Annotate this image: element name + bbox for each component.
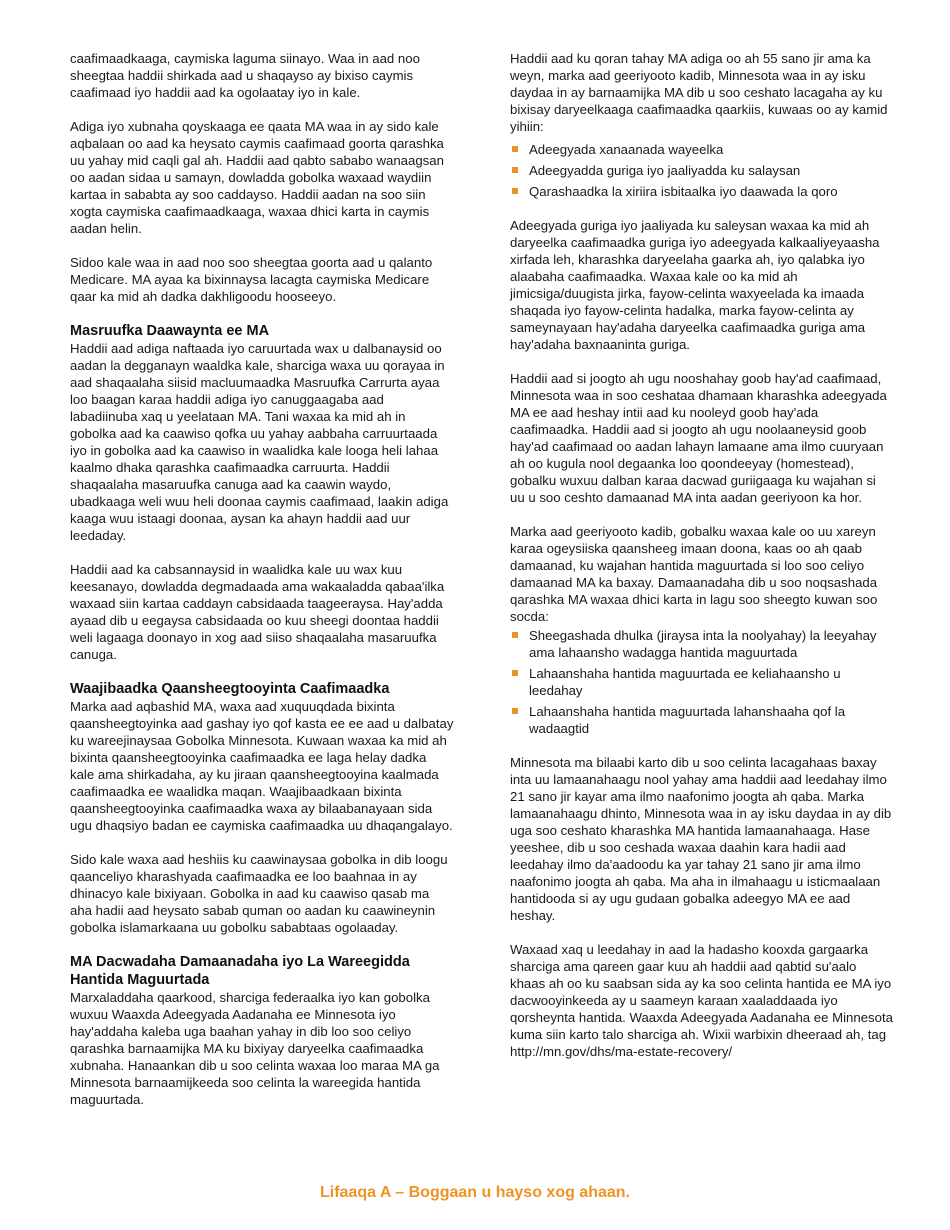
paragraph: Adiga iyo xubnaha qoyskaaga ee qaata MA waa in ay sido kale aqbalaan oo aad ka heysato caymis caafimaad goorta qarashka uu yahay mid caqli gal ah. Haddii aad qabto sababo wanaagsan oo aadan sidaa u samayn, dowladda gobolka waxaad waydiin kartaa in sababta ay soo caddayso. Haddii aadan na soo siin xogta caymiska caafimaadkaaga, waxaa dhici karta in caymis aadan helin. xyxy=(70,119,444,236)
square-bullet-icon xyxy=(512,188,518,194)
paragraph: Haddii aad si joogto ah ugu nooshahay goob hay'ad caafimaad, Minnesota waa in soo ceshataa dhamaan kharashka adeegyada MA ee aad heshay intii aad ku nooleyd goob hay'ada caafimaadka. Haddii aad si joogto ah ugu noolaaneysid goob hay'ad caafimaad oo aadan lahayn lamaane ama ilmo cuuryaan ah oo kugula nool degaanka loo qoondeeyay (homestead), gobalku wuxuu dalban karaa dacwad guriigaaga ku wajahan si uu u soo ceshto damaanad MA inta aadan geeriyoon ka hor. xyxy=(510,371,887,505)
claims-list xyxy=(510,627,894,737)
list-item: Lahaanshaha hantida maguurtada lahanshaaha qof la wadaagtid xyxy=(510,703,894,737)
left-column xyxy=(70,50,454,1125)
paragraph: Adeegyada guriga iyo jaaliyada ku saleysan waxaa ka mid ah daryeelka caafimaadka guriga iyo adeegyada kalkaaliyeyaasha xirfada leh, kharashka daryeelaha gaarka ah, iyo qalabka iyo alaabaha caafimaadka. Waxaa kale oo ka mid ah jimicsiga/duugista jirka, fayow-celinta waxyeelada ka imaada shaqada iyo fayow-celinta hadalka, marka fayow-celinta ay sameynayaan hay'adaha daryeelka caafimaadka guriga ama hay'adaha baxnaaninta guriga. xyxy=(510,218,880,352)
section-heading-estate-recovery: MA Dacwadaha Damaanadaha iyo La Wareegidda Hantida Maguurtada xyxy=(70,954,410,988)
paragraph: Waxaad xaq u leedahay in aad la hadasho kooxda gargaarka sharciga ama qareen gaar kuu ah haddii aad qabtid su'aalo khaas ah oo ku saabsan sida ay ka soo celinta hantida ee MA iyo dacwooyinkeeda ay u saameyn karaan xaaladdaada iyo qorsheynta hantida. Waaxda Adeegyada Aadanaha ee Minnesota kuma siin karto talo sharciga ah. Wixii warbixin dheeraad ah, tag http://mn.gov/dhs/ma-estate-recovery/ xyxy=(510,942,893,1059)
square-bullet-icon xyxy=(512,670,518,676)
paragraph: Marka aad geeriyooto kadib, gobalku waxaa kale oo uu xareyn karaa ogeysiiska qaansheeg imaan doona, kaas oo ah qaab damaanad, ku wajahan hantida maguurtada si loo soo celiyo damaanad MA ka baxay. Damaanadaha dib u soo noqsashada qarashka MA waxaa dhici karta in lagu soo sheegto kuwan soo socda: xyxy=(510,524,878,624)
list-item: Lahaanshaha hantida maguurtada ee keliahaansho u leedahay xyxy=(510,665,894,699)
list-item: Sheegashada dhulka (jiraysa inta la noolyahay) la leeyahay ama lahaansho wadagga hantida maguurtada xyxy=(510,627,894,661)
section-heading-medical-claims: Waajibaadka Qaansheegtooyinta Caafimaadka xyxy=(70,681,390,697)
paragraph: Haddii aad ka cabsannaysid in waalidka kale uu wax kuu keesanayo, dowladda degmadaada ama wakaaladda qabaa'ilka waxaad siin kartaa caddayn cabsidaada taageeraysa. Hay'adda ayaad dib u eegaysa cabsidaada oo kuu sheegi doontaa haddii weli lagaaga doonayo in xog aad siiso shaqaalaha masaruufka canuga. xyxy=(70,562,445,662)
square-bullet-icon xyxy=(512,632,518,638)
right-column xyxy=(510,50,894,1077)
list-item: Adeegyadda guriga iyo jaaliyadda ku salaysan xyxy=(510,162,894,179)
list-item: Qarashaadka la xiriira isbitaalka iyo daawada la qoro xyxy=(510,183,894,200)
square-bullet-icon xyxy=(512,167,518,173)
services-list xyxy=(510,141,894,200)
paragraph: caafimaadkaaga, caymiska laguma siinayo. Waa in aad noo sheegtaa haddii shirkada aad u shaqayso ay bixiso caymis caafimaad iyo haddii aad ka ogolaatay iyo in kale. xyxy=(70,51,420,100)
paragraph: Sido kale waxa aad heshiis ku caawinaysaa gobolka in dib loogu qaanceliyo kharashyada caafimaadka ee loo baahnaa in ay dhinacyo kale bixiyaan. Gobolka in aad ku caawiso qasab ma aha hadii aad heysato sabab quman oo aadan ku caawineynin gobolka islamarkaana uu gobolku sababtaas ogolaaday. xyxy=(70,852,448,935)
paragraph: Haddii aad ku qoran tahay MA adiga oo ah 55 sano jir ama ka weyn, marka aad geeriyooto kadib, Minnesota waa in ay isku daydaa in ay barnaamijka MA dib u soo ceshato lacagaha ay ku bixisay daryeelkaaga caafimaadka qaarkiis, kuwaas oo ay kamid yihiin: xyxy=(510,51,888,134)
paragraph: Minnesota ma bilaabi karto dib u soo celinta lacagahaas baxay inta uu lamaanahaagu nool yahay ama haddii aad leedahay ilmo 21 sano jir kayar ama ilmo naafonimo joogta ah qaba. Marka lamaanahaagu dhinto, Minnesota waa in ay isku daydaa in ay dib uga soo ceshato kharashka MA hantida lamaanahaaga. Hase yeeshee, dib u soo ceshada waxaa daahin kara hadii aad leedahay ilmo da'aadoodu ka yar tahay 21 sano jir ama ilmo naafonimo joogta ah qaba. Ma aha in ilmahaagu u isticmaalaan hantidooda si ay ugu gudaan gobalka adeegyo MA ee aad heshay. xyxy=(510,755,892,923)
paragraph: Marka aad aqbashid MA, waxa aad xuquuqdada bixinta qaansheegtoyinka aad gashay iyo qof kasta ee ee aad u dalbatay ku wareejinaysaa Gobolka Minnesota. Kuwaan waxaa ka mid ah bixinta qaansheegtooyinka caafimaadka ee laga helay dadka kale ama shirkadaha, ay ku jiraan qaansheegtooyina kaalmada caafimaadka ee waalidka maqan. Waajibaadkaan bixinta qaansheegtooyinka caafimaadka waxa ay bilaabanayaan sida ugu dhaqsiyo badan ee caymiska caafimaadka uu dhaqangalayo. xyxy=(70,699,454,833)
paragraph: Marxaladdaha qaarkood, sharciga federaalka iyo kan gobolka wuxuu Waaxda Adeegyada Aadanaha ee Minnesota iyo hay'addaha kaleba uga baahan yahay in dib loo soo celiyo qarashka barnaamijka MA ku bixiyay daryeelka caafimaadka xubnaha. Hanaankan dib u soo celinta waxaa loo maraa MA ga Minnesota barnaamijkeeda soo celinta la wareegida hantida maguurtada. xyxy=(70,990,440,1107)
square-bullet-icon xyxy=(512,146,518,152)
paragraph: Haddii aad adiga naftaada iyo caruurtada wax u dalbanaysid oo aadan la degganayn waaldka kale, sharciga waxa uu qorayaa in aad shaqaalaha siisid macluumaadka Masruufka Carrurta ayaa loo baagan karaa haddii adiga iyo canuggaagaba aad labadiinuba xaq u yeelataan MA. Tani waxaa ka mid ah in gobolka aad ka caawiso qofka uu yahay aabbaha carruurtaada iyo in gobolka aad ka caawiso in waalidka kale looga heli lahaa kaalmo dhaka qarashka caafimaadka carruurta. Haddii shaqaalaha masaruufka canuga aad ka caawin waydo, ubadkaaga weli wuu heli doonaa caymis caafimaad, laakin adiga kaaga wuu istaagi doonaa, aysan ka ahayn haddii aad uur leedaday. xyxy=(70,341,449,543)
section-heading-child-support: Masruufka Daawaynta ee MA xyxy=(70,323,270,339)
paragraph: Sidoo kale waa in aad noo soo sheegtaa goorta aad u qalanto Medicare. MA ayaa ka bixinnaysa lacagta caymiska Medicare qaar ka mid ah dadka dakhligoodu hooseeyo. xyxy=(70,255,433,304)
estate-recovery-link[interactable]: http://mn.gov/dhs/ma-estate-recovery/ xyxy=(510,1044,733,1059)
square-bullet-icon xyxy=(512,708,518,714)
page-footer: Lifaaqa A – Boggaan u hayso xog ahaan. xyxy=(320,1184,630,1201)
list-item: Adeegyada xanaanada wayeelka xyxy=(510,141,894,158)
